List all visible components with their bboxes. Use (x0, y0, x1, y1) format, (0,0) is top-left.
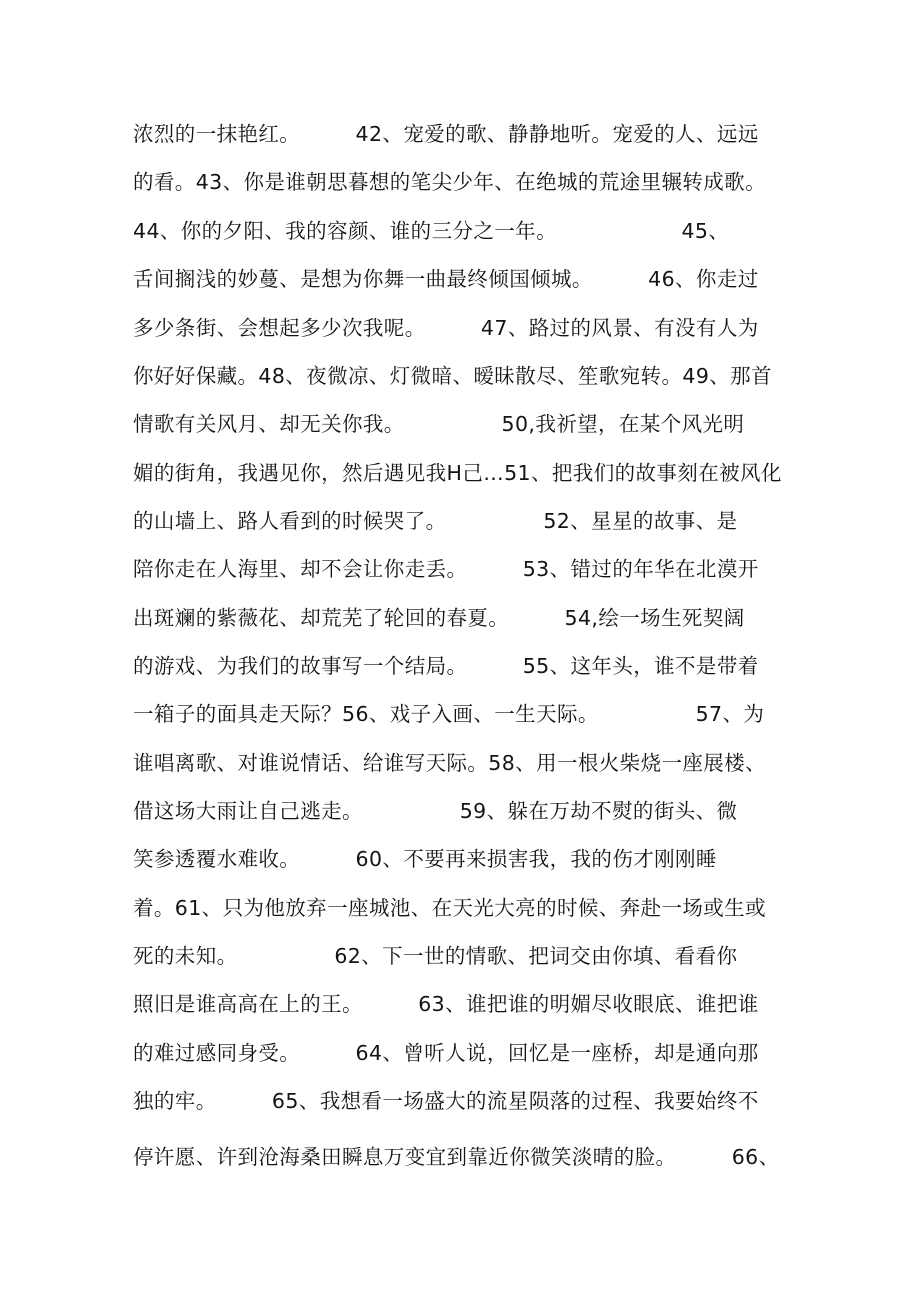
text-line: 着。61、只为他放弃一座城池、在天光大亮的时候、奔赴一场或生或 (133, 896, 766, 920)
text-line: 谁唱离歌、对谁说情话、给谁写天际。58、用一根火柴烧一座展楼、 (133, 751, 766, 775)
text-line: 陪你走在人海里、却不会让你走丢。 53、错过的年华在北漠开 (133, 557, 759, 581)
text-line: 死的未知。 62、下一世的情歌、把词交由你填、看看你 (133, 944, 738, 968)
text-line: 情歌有关风月、却无关你我。 50,我祈望，在某个风光明 (133, 412, 745, 436)
text-line: 独的牢。 65、我想看一场盛大的流星陨落的过程、我要始终不 (133, 1089, 759, 1113)
text-line: 你好好保藏。48、夜微凉、灯微暗、暧昧散尽、笙歌宛转。49、那首 (133, 364, 772, 388)
text-line: 一箱子的面具走天际？56、戏子入画、一生天际。 57、为 (133, 702, 765, 726)
text-line: 的难过感同身受。 64、曾听人说，回忆是一座桥，却是通向那 (133, 1041, 759, 1065)
text-line: 的游戏、为我们的故事写一个结局。 55、这年头，谁不是带着 (133, 654, 759, 678)
text-line: 停许愿、许到沧海桑田瞬息万变宜到靠近你微笑淡晴的脸。 66、 (133, 1145, 780, 1169)
text-line: 浓烈的一抹艳红。 42、宠爱的歌、静静地听。宠爱的人、远远 (133, 122, 759, 146)
text-line: 出斑斓的紫薇花、却荒芜了轮回的春夏。 54,绘一场生死契阔 (133, 606, 745, 630)
text-line: 的看。43、你是谁朝思暮想的笔尖少年、在绝城的荒途里辗转成歌。 (133, 170, 766, 194)
text-line: 照旧是谁高高在上的王。 63、谁把谁的明媚尽收眼底、谁把谁 (133, 992, 759, 1016)
text-line: 笑参透覆水难收。 60、不要再来损害我，我的伤才刚刚睡 (133, 847, 717, 871)
text-line: 的山墙上、路人看到的时候哭了。 52、星星的故事、是 (133, 509, 738, 533)
text-line: 44、你的夕阳、我的容颜、谁的三分之一年。 45、 (133, 219, 730, 243)
text-line: 舌间搁浅的妙蔓、是想为你舞一曲最终倾国倾城。 46、你走过 (133, 267, 759, 291)
text-line: 媚的街角，我遇见你，然后遇见我H己…51、把我们的故事刻在被风化 (133, 461, 782, 485)
text-line: 多少条街、会想起多少次我呢。 47、路过的风景、有没有人为 (133, 316, 759, 340)
text-line: 借这场大雨让自己逃走。 59、躲在万劫不熨的街头、微 (133, 799, 738, 823)
